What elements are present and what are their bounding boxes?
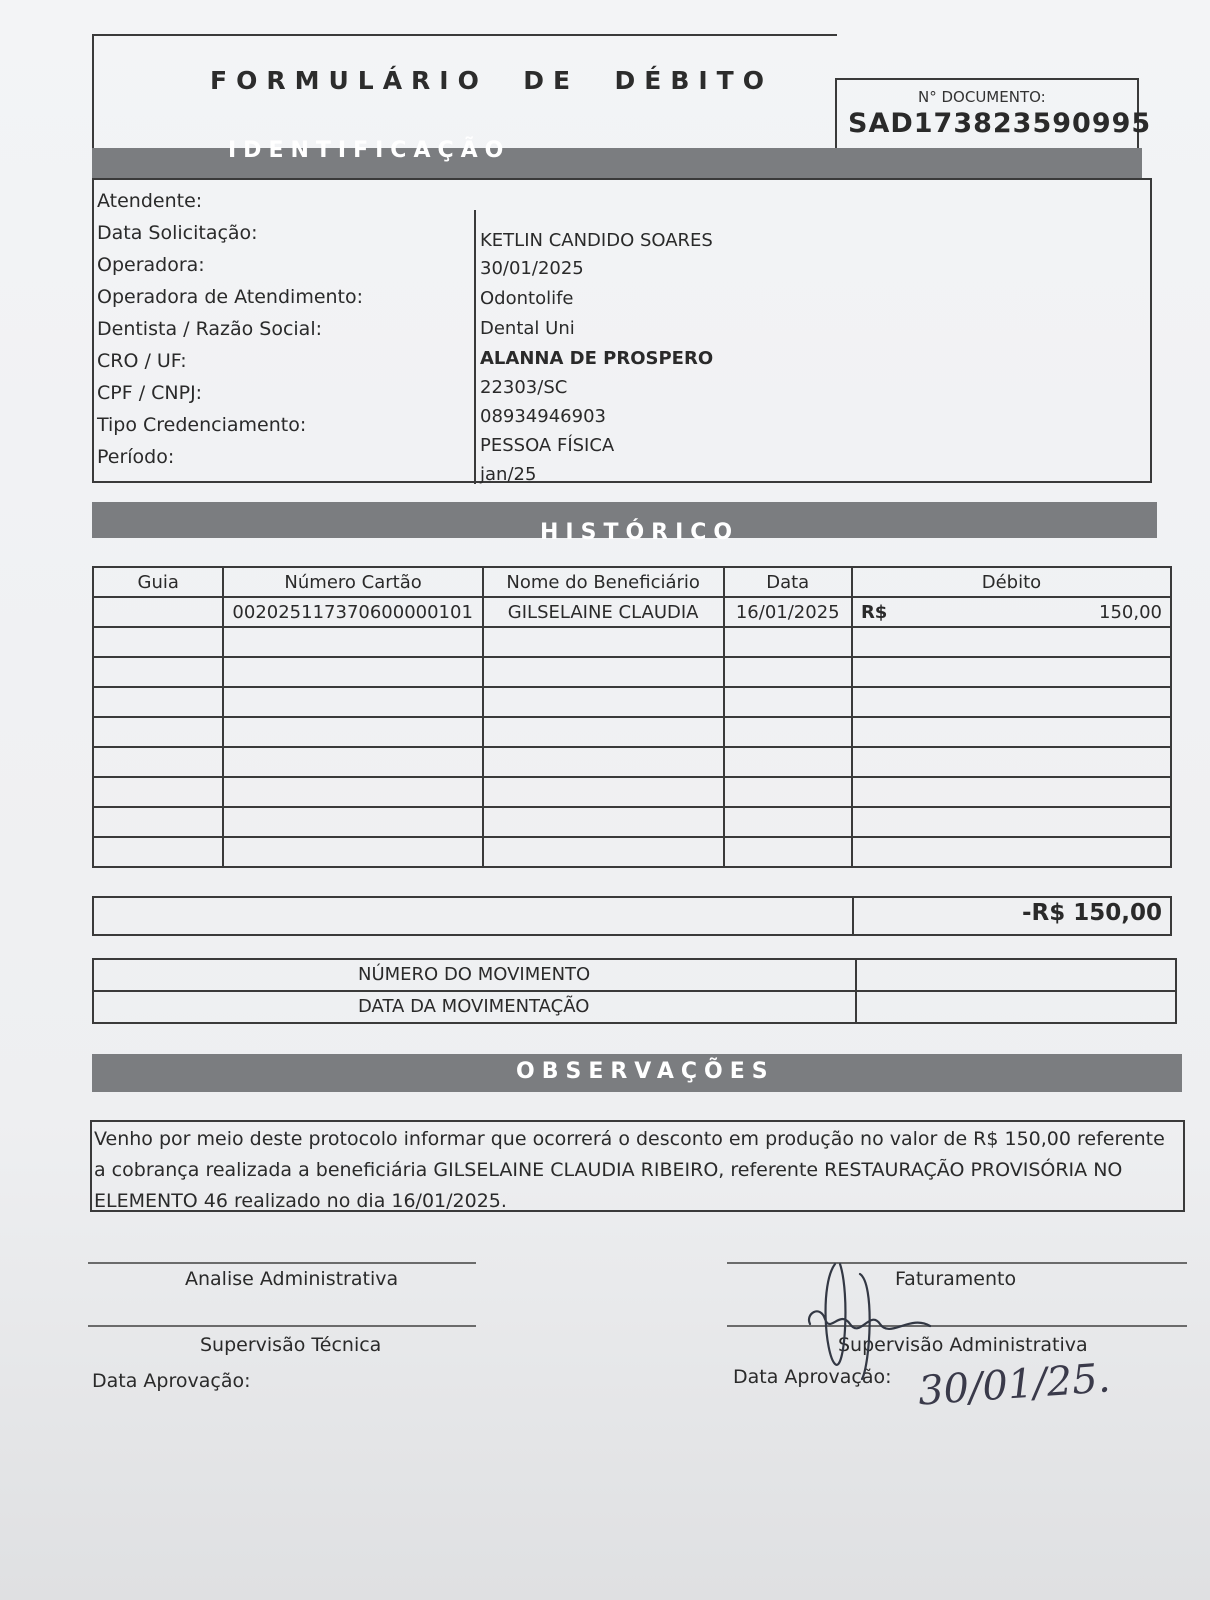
table-row [93, 627, 1171, 657]
label-operadora: Operadora: [97, 254, 205, 276]
document-number-label: N° DOCUMENTO: [918, 88, 1046, 106]
value-tipo-credenciamento: PESSOA FÍSICA [480, 435, 615, 456]
data-aprovacao-right-label: Data Aprovação: [733, 1366, 892, 1388]
supervisao-tecnica-label: Supervisão Técnica [200, 1334, 382, 1356]
observations-text: Venho por meio deste protocolo informar que ocorrerá o desconto em produção no valor de R$ 150,00 referente a cobrança realizada a beneficiária GILSELAINE CLAUDIA RIBEIRO, referente RESTAURAÇÃO PROVISÓRIA NO ELEMENTO 46 realizado no dia 16/01/2025. [94, 1128, 1165, 1212]
identification-divider [474, 210, 476, 484]
column-header-nome-beneficiario: Nome do Beneficiário [483, 567, 724, 597]
column-header-data: Data [724, 567, 852, 597]
label-periodo: Período: [97, 446, 175, 468]
data-aprovacao-left-label: Data Aprovação: [92, 1370, 251, 1392]
document-number: SAD173823590995 [848, 108, 1152, 139]
table-row [93, 837, 1171, 867]
label-tipo-credenciamento: Tipo Credenciamento: [97, 414, 307, 436]
table-row [93, 687, 1171, 717]
cell-numero-cartao: 0020251173706000001​01 [223, 597, 482, 627]
faturamento-label: Faturamento [895, 1268, 1017, 1290]
analise-administrativa-label: Analise Administrativa [185, 1268, 399, 1290]
movement-row-divider [92, 990, 1177, 992]
value-cpf-cnpj: 08934946903 [480, 406, 606, 427]
data-movimentacao-label: DATA DA MOVIMENTAÇÃO [358, 996, 590, 1017]
numero-movimento-label: NÚMERO DO MOVIMENTO [358, 964, 591, 985]
supervisao-administrativa-label: Supervisão Administrativa [838, 1334, 1088, 1356]
column-header-guia: Guia [93, 567, 223, 597]
table-row [93, 717, 1171, 747]
label-cro-uf: CRO / UF: [97, 350, 187, 372]
form-title: FORMULÁRIO DE DÉBITO [210, 66, 773, 95]
identification-title: IDENTIFICAÇÃO [228, 138, 511, 163]
label-dentista: Dentista / Razão Social: [97, 318, 323, 340]
cell-guia [93, 597, 223, 627]
table-row [93, 807, 1171, 837]
signature-line-supervisao-tecnica [88, 1325, 476, 1327]
label-operadora-atendimento: Operadora de Atendimento: [97, 286, 364, 308]
debito-currency: R$ [860, 601, 888, 623]
observations-title: OBSERVAÇÕES [516, 1059, 775, 1084]
total-value: -R$ 150,00 [1021, 900, 1162, 926]
total-box [92, 896, 1172, 936]
column-header-debito: Débito [852, 567, 1171, 597]
value-periodo: jan/25 [480, 464, 537, 485]
label-atendente: Atendente: [97, 190, 203, 212]
movement-column-divider [855, 958, 857, 1024]
column-header-numero-cartao: Número Cartão [223, 567, 482, 597]
cell-debito [852, 597, 1171, 627]
cell-nome-beneficiario: GILSELAINE CLAUDIA [483, 597, 724, 627]
table-row [93, 747, 1171, 777]
history-header-row [93, 567, 1171, 597]
table-row [93, 777, 1171, 807]
cell-data: 16/01/2025 [724, 597, 852, 627]
value-operadora-atendimento: Dental Uni [480, 318, 575, 339]
table-row [93, 657, 1171, 687]
value-atendente: KETLIN CANDIDO SOARES [480, 230, 713, 251]
handwritten-signature [800, 1254, 960, 1384]
value-dentista: ALANNA DE PROSPERO [480, 348, 714, 369]
value-operadora: Odontolife [480, 288, 574, 309]
label-data-solicitacao: Data Solicitação: [97, 222, 258, 244]
total-divider [852, 896, 854, 936]
table-row [93, 597, 1171, 627]
value-data-solicitacao: 30/01/2025 [480, 258, 584, 279]
history-table [92, 566, 1172, 868]
debito-value: 150,00 [1099, 601, 1162, 623]
handwritten-approval-date: 30/01/25. [916, 1355, 1112, 1415]
history-title: HISTÓRICO [540, 520, 740, 545]
label-cpf-cnpj: CPF / CNPJ: [97, 382, 203, 404]
signature-line-analise [88, 1262, 476, 1264]
value-cro-uf: 22303/SC [480, 377, 568, 398]
